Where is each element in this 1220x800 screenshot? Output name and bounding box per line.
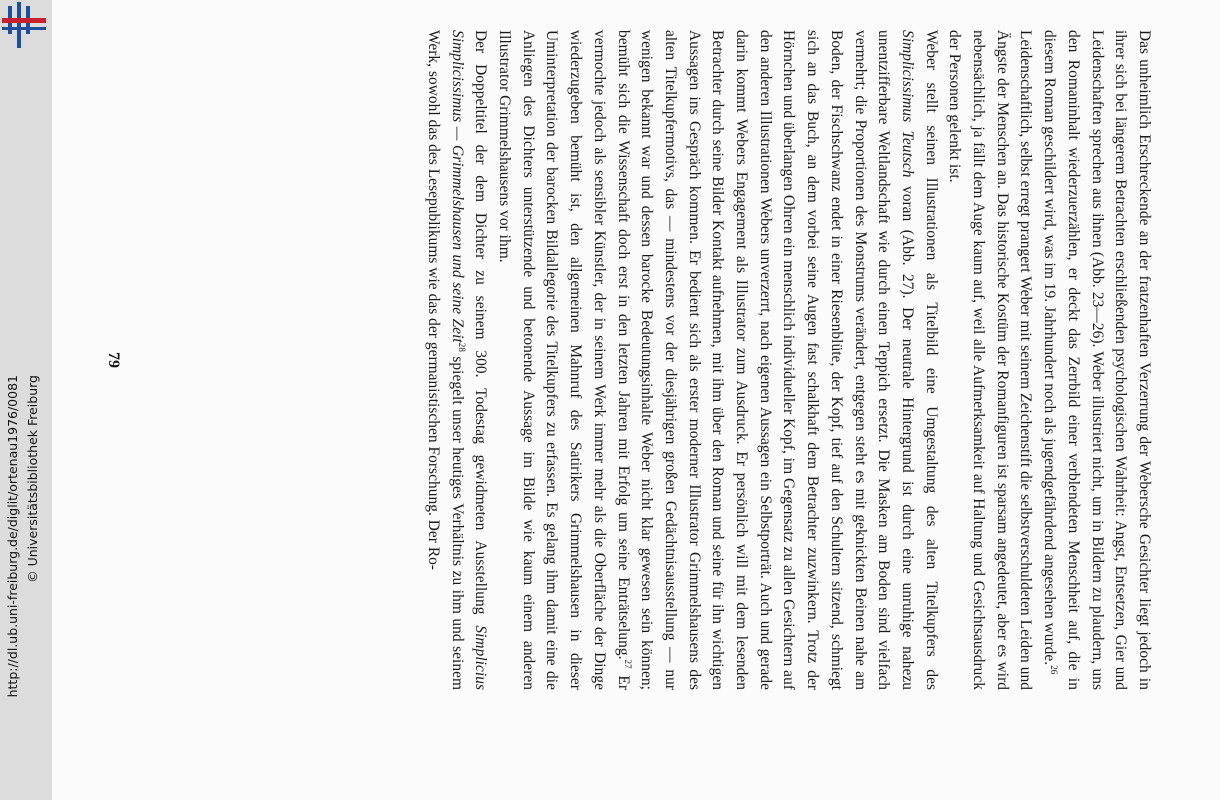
footnote-ref: 27 [622,659,633,669]
scanned-page [52,0,1220,800]
footnote-ref: 26 [1049,665,1060,675]
paragraph-2: Leidenschaftlich, selbst erregt prangert Weber mit seinem Zeichenstift die selbstverschuldeten Leiden und Ängste der Menschen an. Das historische Kostüm der Romanfiguren ist sparsam angedeutet, aber es wird nebensächlich, ja fällt dem Auge kaum auf, weil alle Aufmerksamkeit auf Haltung und Gesichtsausdruck der Personen gelenkt ist. [946,30,1035,690]
university-logo-icon [2,2,46,48]
footnote-ref: 28 [456,342,467,352]
page-number: 79 [105,352,122,368]
source-url-link[interactable]: http://dl.ub.uni-freiburg.de/diglit/ortenau1976/0081 [5,375,20,698]
paragraph-3: Weber stellt seinen Illustrationen als Titelbild eine Umgestaltung des alten Titelkupfers des Simplicissimus Teutsch voran (Abb. 27). Der neutrale Hintergrund ist durch eine unruhige nahezu unentzifferbare Weltlandschaft wie durch einen Teppich ersetzt. Die Masken am Boden sind vielfach vermehrt; die Proportionen des Monstrums verändert, entgegen steht es mit geknickten Beinen nahe am Boden, der Fischschwanz endet in einer Riesenblüte, der Kopf, tief auf den Schultern sitzend, schmiegt sich an das Buch, an dem vorbei seine Augen fast schalkhaft dem Betrachter zuzwinkern. Trotz der Hörnchen und überlangen Ohren ein menschlich individueller Kopf, im Gegensatz zu allen Gesichtern auf den anderen Illustrationen Webers unverzerrt, nach eigenen Aussagen ein Selbstporträt. Auch und gerade darin kommt Webers Engagement als Illustrator zum Ausdruck. Er persönlich will mit dem lesenden Betrachter durch seine Bilder Kontakt aufnehmen, mit ihm über den Roman und seine für ihn wichtigen Aussagen ins Gespräch kommen. Er bedient sich als erster moderner Illustrator Grimmelshausens des alten Titelkupfermotivs, das — mindestens vor der diesjährigen großen Gedächtnisausstellung — nur wenigen bekannt war und dessen barocke Bedeutungsinhalte Weber nicht klar gewesen sein können; bemüht sich die Wissenschaft doch erst in den letzten Jahren mit Erfolg um seine Enträtselung.$^{27}$ Er vermochte jedoch als sensibler Künstler, der in seinem Werk immer mehr als die Oberfläche der Dinge wiederzugeben bemüht ist, den allgemeinen Mahnruf des Satirikers Grimmelshausen in dieser Uminterpretation der barocken Bildallegorie des Titelkupfers zu erfassen. Es gelang ihm damit eine die Anliegen des Dichters unterstützende und betonende Aussage im Bilde wie kaum einem anderen Illustrator Grimmelshausens vor ihm. [496,30,940,691]
body-text [421,30,1156,690]
copyright-text: © Universitätsbibliothek Freiburg [25,375,40,583]
rotated-page-content [100,30,1156,690]
paragraph-1: Das unheimlich Erschreckende an der fratzenhaften Verzerrung der Webersche Gesichter liegt jedoch in ihrer sich bei längerem Betrachten erschließenden psychologischen Wahrheit: Angst, Entsetzen, Gier und Leidenschaften sprechen aus ihnen (Abb. 23—26). Weber illustriert nicht, um in Bildern zu plaudern, uns den Romaninhalt wiederzuerzählen, er deckt das Zerrbild einer verblendeten Menschheit auf, die in diesem Roman geschildert wird, was im 19. Jahrhundert noch als jugendgefährdend angesehen wurde.$^{26}$ [1041,30,1153,690]
paragraph-4: Der Doppeltitel der dem Dichter zu seinem 300. Todestag gewidmeten Ausstellung Simplicius Simplicissimus — Grimmelshausen und seine Zeit$^{28}$ spiegelt unser heutiges Verhältnis zu ihm und seinem Werk, sowohl das des Lesepublikums wie das der germanistischen Forschung. Der Ro- [424,30,490,690]
sidebar [0,0,52,800]
sidebar-source-text [3,375,43,795]
